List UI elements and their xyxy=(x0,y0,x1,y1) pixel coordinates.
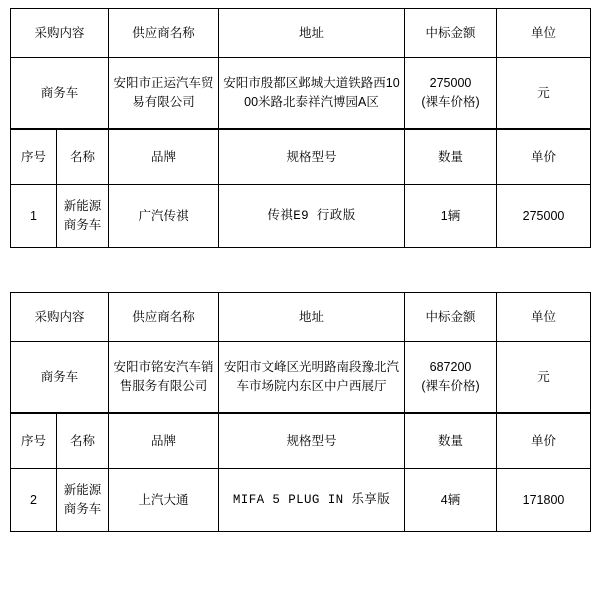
cell-price: 275000 xyxy=(497,185,591,248)
header-cell-amount: 中标金额 xyxy=(405,9,497,58)
amount-value: 275000 xyxy=(429,76,472,91)
cell-address: 安阳市文峰区光明路南段豫北汽车市场院内东区中户西展厅 xyxy=(219,342,405,413)
amount-note: (裸车价格) xyxy=(421,379,480,393)
cell-brand: 上汽大通 xyxy=(109,469,219,532)
header-cell-supplier: 供应商名称 xyxy=(109,293,219,342)
table-row xyxy=(11,342,591,413)
header-cell-index: 序号 xyxy=(11,414,57,469)
cell-spec: MIFA 5 PLUG IN 乐享版 xyxy=(219,469,405,532)
cell-spec: 传祺E9 行政版 xyxy=(219,185,405,248)
item-header-row xyxy=(11,414,591,469)
cell-price: 171800 xyxy=(497,469,591,532)
cell-name: 新能源商务车 xyxy=(57,185,109,248)
cell-index: 1 xyxy=(11,185,57,248)
cell-unit: 元 xyxy=(497,342,591,413)
header-cell-quantity: 数量 xyxy=(405,130,497,185)
header-cell-spec: 规格型号 xyxy=(219,130,405,185)
header-cell-brand: 品牌 xyxy=(109,414,219,469)
header-cell-unit: 单位 xyxy=(497,293,591,342)
section-gap xyxy=(10,248,590,292)
header-cell-address: 地址 xyxy=(219,9,405,58)
amount-value: 687200 xyxy=(429,360,472,375)
cell-unit: 元 xyxy=(497,58,591,129)
header-cell-amount: 中标金额 xyxy=(405,293,497,342)
header-cell-name: 名称 xyxy=(57,130,109,185)
cell-amount xyxy=(405,342,497,413)
header-cell-address: 地址 xyxy=(219,293,405,342)
cell-supplier: 安阳市铭安汽车销售服务有限公司 xyxy=(109,342,219,413)
table-row xyxy=(11,185,591,248)
cell-quantity: 4辆 xyxy=(405,469,497,532)
header-cell-supplier: 供应商名称 xyxy=(109,9,219,58)
table-row xyxy=(11,469,591,532)
award-table-1 xyxy=(10,8,591,129)
table-row xyxy=(11,58,591,129)
item-table-1 xyxy=(10,129,591,248)
header-cell-index: 序号 xyxy=(11,130,57,185)
header-cell-spec: 规格型号 xyxy=(219,414,405,469)
cell-brand: 广汽传祺 xyxy=(109,185,219,248)
header-cell-price: 单价 xyxy=(497,414,591,469)
header-cell-unit: 单位 xyxy=(497,9,591,58)
cell-index: 2 xyxy=(11,469,57,532)
header-cell-content: 采购内容 xyxy=(11,9,109,58)
cell-amount xyxy=(405,58,497,129)
header-cell-brand: 品牌 xyxy=(109,130,219,185)
table-header-row xyxy=(11,293,591,342)
amount-note: (裸车价格) xyxy=(421,95,480,109)
item-header-row xyxy=(11,130,591,185)
cell-content: 商务车 xyxy=(11,342,109,413)
table-header-row xyxy=(11,9,591,58)
header-cell-quantity: 数量 xyxy=(405,414,497,469)
header-cell-content: 采购内容 xyxy=(11,293,109,342)
cell-quantity: 1辆 xyxy=(405,185,497,248)
award-table-2 xyxy=(10,292,591,413)
cell-supplier: 安阳市正运汽车贸易有限公司 xyxy=(109,58,219,129)
cell-address: 安阳市殷都区邺城大道铁路西1000米路北泰祥汽博园A区 xyxy=(219,58,405,129)
header-cell-name: 名称 xyxy=(57,414,109,469)
item-table-2 xyxy=(10,413,591,532)
cell-name: 新能源商务车 xyxy=(57,469,109,532)
cell-content: 商务车 xyxy=(11,58,109,129)
header-cell-price: 单价 xyxy=(497,130,591,185)
